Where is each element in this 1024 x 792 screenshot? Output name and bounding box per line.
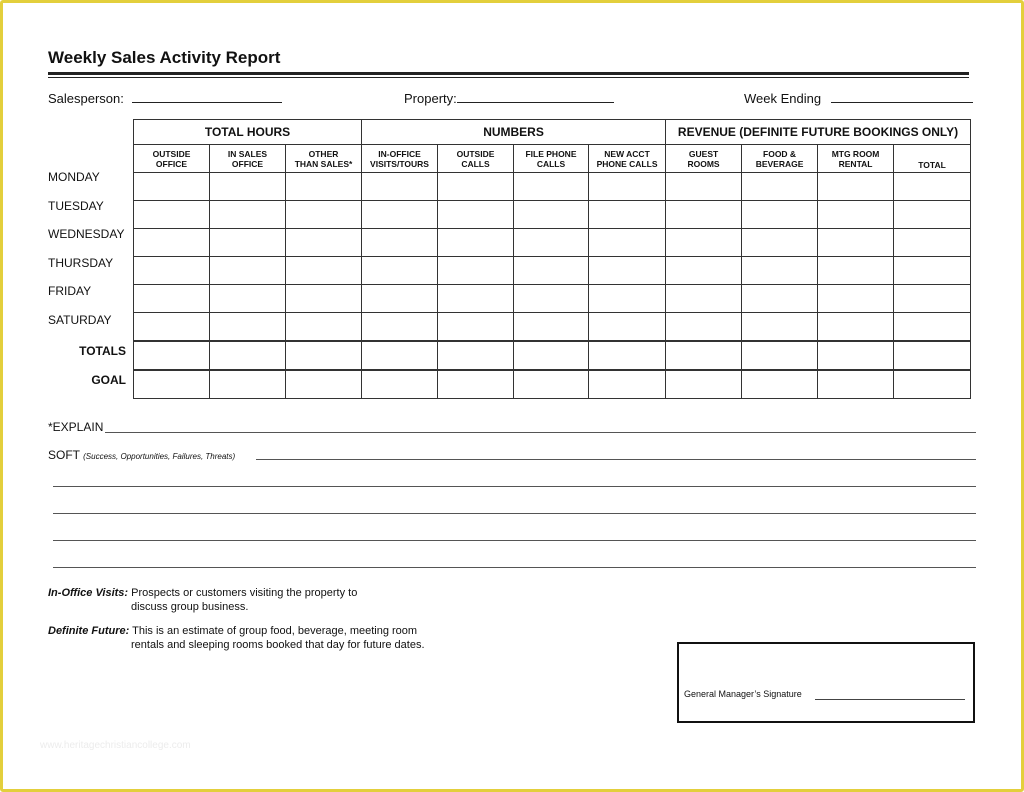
table-cell[interactable]: [742, 285, 818, 313]
table-cell[interactable]: [894, 229, 971, 257]
signature-line[interactable]: [815, 699, 965, 700]
table-cell[interactable]: [134, 285, 210, 313]
table-cell[interactable]: [134, 341, 210, 370]
day-label: TUESDAY: [48, 198, 104, 213]
column-header-2: [286, 145, 362, 173]
week-ending-blank[interactable]: [831, 89, 973, 103]
week-ending-label: Week Ending: [744, 91, 822, 106]
soft-label-row: [48, 448, 235, 462]
column-header-1-line-1: OFFICE: [231, 158, 264, 169]
table-cell[interactable]: [210, 285, 286, 313]
definite-line2: rentals and sleeping rooms booked that day for future dates.: [131, 639, 425, 651]
table-cell[interactable]: [362, 201, 438, 229]
table-cell[interactable]: [666, 257, 742, 285]
column-header-4-line-1: CALLS: [461, 158, 490, 169]
table-cell[interactable]: [818, 201, 894, 229]
table-cell[interactable]: [210, 313, 286, 342]
table-cell[interactable]: [514, 257, 589, 285]
table-cell[interactable]: [589, 370, 666, 399]
column-header-2-line-1: THAN SALES*: [294, 158, 353, 169]
column-header-8: [742, 145, 818, 173]
column-header-4-line-0: OUTSIDE: [456, 148, 495, 159]
notes-line-1[interactable]: [53, 486, 976, 487]
column-header-5-line-1: CALLS: [536, 158, 566, 169]
table-cell[interactable]: [589, 229, 666, 257]
title-rule-thick: [48, 72, 969, 75]
table-cell[interactable]: [362, 257, 438, 285]
column-header-1: [210, 145, 286, 173]
group-revenue: REVENUE (DEFINITE FUTURE BOOKINGS ONLY): [666, 120, 971, 145]
soft-line[interactable]: [256, 459, 976, 460]
table-cell[interactable]: [438, 313, 514, 342]
column-header-3-line-1: VISITS/TOURS: [370, 158, 429, 169]
column-header-0: [134, 145, 210, 173]
table-cell[interactable]: [894, 341, 971, 370]
table-cell[interactable]: [818, 370, 894, 399]
table-row: [134, 173, 971, 201]
table-cell[interactable]: [362, 229, 438, 257]
table-cell[interactable]: [894, 285, 971, 313]
explain-line[interactable]: [105, 432, 976, 433]
column-header-9-line-0: MTG ROOM: [831, 148, 880, 159]
table-cell[interactable]: [286, 370, 362, 399]
table-cell[interactable]: [286, 313, 362, 342]
day-label: MONDAY: [48, 170, 100, 184]
table-cell[interactable]: [438, 370, 514, 399]
table-row: [134, 285, 971, 313]
watermark: www.heritagechristiancollege.com: [40, 740, 191, 751]
soft-label: SOFT: [48, 448, 80, 462]
table-cell[interactable]: [742, 313, 818, 342]
report-title: Weekly Sales Activity Report: [48, 48, 281, 67]
column-header-6-line-1: PHONE CALLS: [596, 158, 658, 169]
table-cell[interactable]: [134, 313, 210, 342]
table-cell[interactable]: [589, 313, 666, 342]
column-header-10: [894, 145, 971, 173]
column-header-5: [514, 145, 589, 173]
column-header-0-line-0: OUTSIDE: [152, 148, 191, 159]
property-blank[interactable]: [457, 89, 614, 103]
table-cell[interactable]: [134, 370, 210, 399]
table-cell[interactable]: [589, 201, 666, 229]
table-cell[interactable]: [742, 341, 818, 370]
table-cell[interactable]: [742, 229, 818, 257]
table-cell[interactable]: [666, 285, 742, 313]
column-header-7: [666, 145, 742, 173]
table-cell[interactable]: [210, 370, 286, 399]
table-row: [134, 341, 971, 370]
table-cell[interactable]: [514, 173, 589, 201]
salesperson-field[interactable]: [48, 89, 282, 106]
soft-hint: (Success, Opportunities, Failures, Threats): [83, 452, 236, 461]
table-cell[interactable]: [362, 173, 438, 201]
table-cell[interactable]: [666, 313, 742, 342]
table-cell[interactable]: [362, 313, 438, 342]
table-cell[interactable]: [589, 257, 666, 285]
table-cell[interactable]: [362, 370, 438, 399]
table-cell[interactable]: [666, 229, 742, 257]
table-cell[interactable]: [438, 229, 514, 257]
table-cell[interactable]: [438, 173, 514, 201]
table-cell[interactable]: [514, 313, 589, 342]
day-label: THURSDAY: [48, 255, 114, 270]
table-cell[interactable]: [514, 370, 589, 399]
activity-table: [133, 119, 971, 399]
week-ending-field[interactable]: [744, 89, 973, 106]
table-cell[interactable]: [742, 370, 818, 399]
table-cell[interactable]: [818, 285, 894, 313]
table-cell[interactable]: [589, 173, 666, 201]
table-cell[interactable]: [589, 285, 666, 313]
table-cell[interactable]: [210, 341, 286, 370]
title-rule-thin: [48, 77, 969, 78]
day-label: WEDNESDAY: [48, 227, 125, 241]
column-header-5-line-0: FILE PHONE: [525, 148, 577, 159]
table-cell[interactable]: [286, 341, 362, 370]
table-cell[interactable]: [742, 257, 818, 285]
table-cell[interactable]: [666, 173, 742, 201]
column-header-3-line-0: IN-OFFICE: [378, 148, 421, 159]
column-header-2-line-0: OTHER: [308, 148, 339, 159]
table-cell[interactable]: [894, 201, 971, 229]
column-header-7-line-1: ROOMS: [687, 158, 720, 169]
table-cell[interactable]: [286, 201, 362, 229]
day-label: FRIDAY: [48, 284, 92, 298]
table-cell[interactable]: [362, 341, 438, 370]
signature-box: [677, 642, 975, 723]
column-header-6: [589, 145, 666, 173]
table-cell[interactable]: [438, 341, 514, 370]
table-cell[interactable]: [666, 201, 742, 229]
table-cell[interactable]: [210, 173, 286, 201]
table-cell[interactable]: [438, 201, 514, 229]
column-header-9: [818, 145, 894, 173]
table-cell[interactable]: [742, 201, 818, 229]
table-cell[interactable]: [666, 370, 742, 399]
definition-in-office: [48, 586, 357, 614]
table-cell[interactable]: [818, 313, 894, 342]
column-header-0-line-1: OFFICE: [155, 158, 188, 169]
table-cell[interactable]: [210, 257, 286, 285]
column-header-3: [362, 145, 438, 173]
table-cell[interactable]: [514, 229, 589, 257]
column-header-9-line-1: RENTAL: [838, 158, 873, 169]
table-cell[interactable]: [134, 229, 210, 257]
table-cell[interactable]: [286, 173, 362, 201]
day-label: SATURDAY: [48, 312, 112, 327]
table-cell[interactable]: [362, 285, 438, 313]
definite-term: Definite Future:: [48, 625, 130, 637]
definite-line1: This is an estimate of group food, beverage, meeting room: [132, 625, 418, 637]
table-cell[interactable]: [286, 257, 362, 285]
summary-label: TOTALS: [79, 344, 126, 358]
table-cell[interactable]: [134, 257, 210, 285]
table-row: [134, 257, 971, 285]
table-cell[interactable]: [438, 257, 514, 285]
table-row: [134, 201, 971, 229]
table-cell[interactable]: [134, 201, 210, 229]
table-row: [134, 370, 971, 399]
table-cell[interactable]: [818, 341, 894, 370]
table-cell[interactable]: [514, 285, 589, 313]
property-label: Property:: [404, 91, 457, 106]
table-cell[interactable]: [514, 201, 589, 229]
table-cell[interactable]: [818, 257, 894, 285]
property-field[interactable]: [404, 89, 614, 106]
table-cell[interactable]: [210, 229, 286, 257]
salesperson-label: Salesperson:: [48, 91, 124, 106]
group-numbers: NUMBERS: [362, 120, 666, 145]
table-cell[interactable]: [666, 341, 742, 370]
table-cell[interactable]: [514, 341, 589, 370]
signature-label: General Manager’s Signature: [684, 689, 802, 699]
column-header-6-line-0: NEW ACCT: [604, 148, 650, 159]
column-header-7-line-0: GUEST: [688, 148, 719, 159]
table-cell[interactable]: [286, 285, 362, 313]
notes-line-4[interactable]: [53, 567, 976, 568]
table-cell[interactable]: [742, 173, 818, 201]
column-header-10-line-0: TOTAL: [918, 160, 946, 170]
definition-definite-future: [48, 624, 425, 652]
table-row: [134, 313, 971, 342]
table-cell[interactable]: [894, 313, 971, 342]
column-header-1-line-0: IN SALES: [227, 148, 268, 159]
table-row: [134, 229, 971, 257]
group-total-hours: TOTAL HOURS: [134, 120, 362, 145]
table-cell[interactable]: [894, 370, 971, 399]
column-header-8-line-1: BEVERAGE: [755, 158, 804, 169]
summary-label: GOAL: [91, 372, 126, 387]
table-cell[interactable]: [210, 201, 286, 229]
salesperson-blank[interactable]: [132, 89, 282, 103]
table-cell[interactable]: [589, 341, 666, 370]
in-office-line1: Prospects or customers visiting the property to: [131, 587, 358, 599]
table-cell[interactable]: [894, 257, 971, 285]
in-office-line2: discuss group business.: [131, 601, 249, 613]
table-cell[interactable]: [894, 173, 971, 201]
table-cell[interactable]: [134, 173, 210, 201]
notes-line-2[interactable]: [53, 513, 976, 514]
notes-line-3[interactable]: [53, 540, 976, 541]
table-cell[interactable]: [286, 229, 362, 257]
table-cell[interactable]: [818, 229, 894, 257]
column-header-4: [438, 145, 514, 173]
explain-label: *EXPLAIN: [48, 420, 104, 434]
column-header-8-line-0: FOOD &: [763, 148, 797, 159]
table-cell[interactable]: [438, 285, 514, 313]
in-office-term: In-Office Visits:: [48, 587, 129, 599]
table-cell[interactable]: [818, 173, 894, 201]
